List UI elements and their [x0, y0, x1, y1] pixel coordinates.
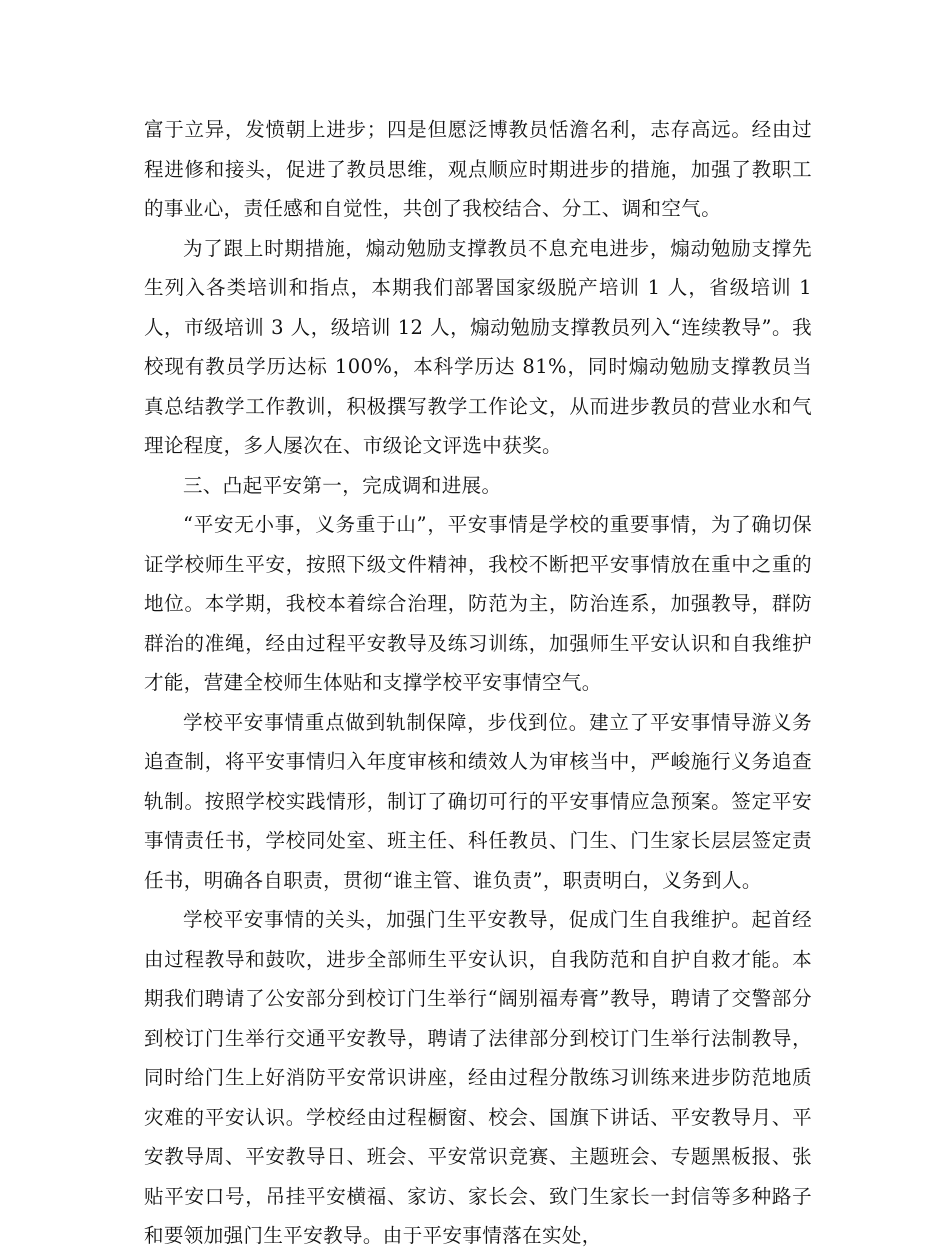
paragraph: 富于立异，发愤朝上进步；四是但愿泛博教员恬澹名利，志存高远。经由过程进修和接头，促进了教员思维，观点顺应时期进步的措施，加强了教职工的事业心，责任感和自觉性，共创了我校结合、分工、调和空气。: [144, 118, 812, 220]
document-body: [144, 110, 812, 1256]
paragraph: 学校平安事情重点做到轨制保障，步伐到位。建立了平安事情导游义务追查制，将平安事情归入年度审核和绩效人为审核当中，严峻施行义务追查轨制。按照学校实践情形，制订了确切可行的平安事情应急预案。签定平安事情责任书，学校同处室、班主任、科任教员、门生、门生家长层层签定责任书，明确各自职责，贯彻“谁主管、谁负责”，职责明白，义务到人。: [144, 710, 812, 892]
section-heading: 三、凸起平安第一，完成调和进展。: [183, 473, 502, 497]
paragraph: 为了跟上时期措施，煽动勉励支撑教员不息充电进步，煽动勉励支撑先生列入各类培训和指点，本期我们部署国家级脱产培训 1 人，省级培训 1 人，市级培训 3 人，级培训 12 人，煽动勉励支撑教员列入“连续教导”。我校现有教员学历达标 100%，本科学历达 81%，同时煽动勉励支撑教员当真总结教学工作教训，积极撰写教学工作论文，从而进步教员的营业水和气理论程度，多人屡次在、市级论文评选中获奖。: [144, 236, 812, 457]
paragraph: 学校平安事情的关头，加强门生平安教导，促成门生自我维护。起首经由过程教导和鼓吹，进步全部师生平安认识，自我防范和自护自救才能。本期我们聘请了公安部分到校订门生举行“阔别福寿膏”教导，聘请了交警部分到校订门生举行交通平安教导，聘请了法律部分到校订门生举行法制教导，同时给门生上好消防平安常识讲座，经由过程分散练习训练来进步防范地质灾难的平安认识。学校经由过程橱窗、校会、国旗下讲话、平安教导月、平安教导周、平安教导日、班会、平安常识竞赛、主题班会、专题黑板报、张贴平安口号，吊挂平安横福、家访、家长会、致门生家长一封信等多种路子和要领加强门生平安教导。由于平安事情落在实处，: [144, 908, 812, 1247]
paragraph: “平安无小事，义务重于山”，平安事情是学校的重要事情，为了确切保证学校师生平安，按照下级文件精神，我校不断把平安事情放在重中之重的地位。本学期，我校本着综合治理，防范为主，防治连系，加强教导，群防群治的准绳，经由过程平安教导及练习训练，加强师生平安认识和自我维护才能，营建全校师生体贴和支撑学校平安事情空气。: [144, 513, 812, 694]
